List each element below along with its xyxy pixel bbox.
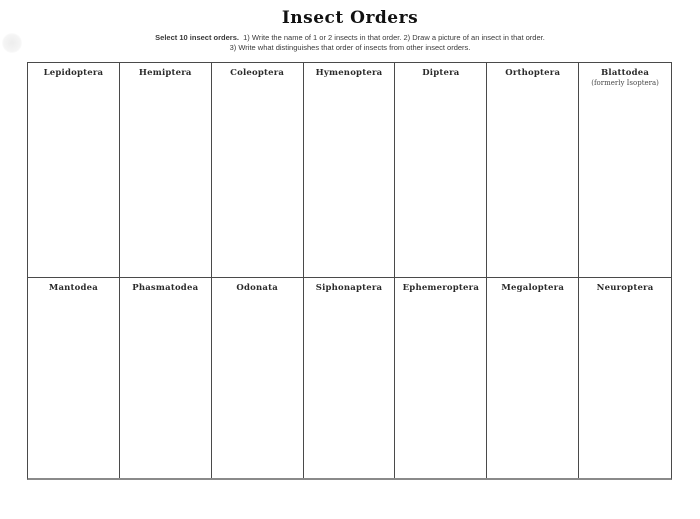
table-cell-phasmatodea [120, 278, 212, 478]
instructions [0, 33, 700, 53]
table-cell-siphonaptera [304, 278, 396, 478]
table-cell-megaloptera [487, 278, 579, 478]
order-label: Lepidoptera [43, 68, 104, 78]
insect-orders-table [27, 62, 672, 480]
table-cell-coleoptera [212, 63, 304, 278]
order-label: Orthoptera [505, 68, 561, 78]
order-label: Odonata [236, 283, 278, 293]
table-cell-ephemeroptera [395, 278, 487, 478]
table-cell-diptera [395, 63, 487, 278]
order-label: Phasmatodea [132, 283, 199, 293]
instructions-lead: Select 10 insect orders. [155, 33, 239, 42]
order-label: Hymenoptera [315, 68, 383, 78]
table-cell-lepidoptera [28, 63, 120, 278]
page-title: Insect Orders [281, 8, 419, 28]
order-label: Hemiptera [138, 68, 192, 78]
table-cell-orthoptera [487, 63, 579, 278]
order-label: Ephemeroptera [402, 283, 480, 293]
order-label: Diptera [422, 68, 460, 78]
table-cell-hymenoptera [304, 63, 396, 278]
instructions-line-1 [0, 33, 700, 43]
instructions-line1-rest: 1) Write the name of 1 or 2 insects in that order. 2) Draw a picture of an insect in that order. [243, 33, 545, 42]
table-cell-hemiptera [120, 63, 212, 278]
order-label: Neuroptera [596, 283, 654, 293]
instructions-line-2: 3) Write what distinguishes that order of insects from other insect orders. [229, 43, 471, 52]
order-sublabel: (formerly Isoptera) [591, 79, 659, 87]
table-cell-neuroptera [579, 278, 671, 478]
order-label: Megaloptera [501, 283, 565, 293]
order-label: Mantodea [48, 283, 98, 293]
table-cell-odonata [212, 278, 304, 478]
order-label: Siphonaptera [315, 283, 383, 293]
table-cell-mantodea [28, 278, 120, 478]
table-cell-blattodea [579, 63, 671, 278]
order-label: Coleoptera [230, 68, 285, 78]
order-label: Blattodea [601, 68, 650, 78]
